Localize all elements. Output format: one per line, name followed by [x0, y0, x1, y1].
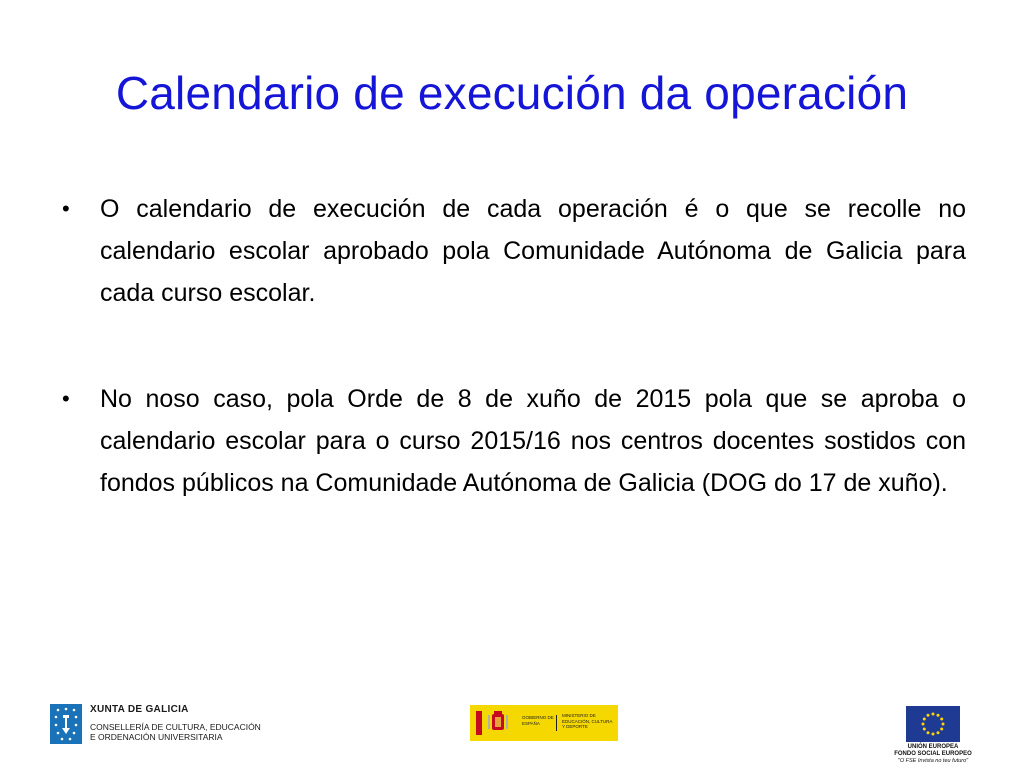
eu-label-fund: FONDO SOCIAL EUROPEO [894, 751, 972, 757]
bullet-icon: • [62, 386, 70, 411]
bullet-item [60, 378, 966, 504]
eu-label-union: UNIÓN EUROPEA [907, 744, 959, 750]
slide-title: Calendario de execución da operación [115, 67, 909, 119]
spain-coat-of-arms-icon [474, 709, 518, 737]
xunta-text [90, 704, 261, 742]
bullet-item [60, 188, 966, 314]
xunta-name: XUNTA DE GALICIA [90, 704, 189, 715]
xunta-dept-line2: E ORDENACIÓN UNIVERSITARIA [90, 732, 223, 742]
eu-flag-icon [906, 706, 960, 742]
ministerio-logo [470, 705, 618, 741]
bullet-text: O calendario de execución de cada operación é o que se recolle no calendario escolar aprobado pola Comunidade Autónoma de Galicia para cada curso escolar. [100, 195, 966, 307]
xunta-emblem-icon [50, 704, 82, 744]
ministerio-label: MINISTERIO DE EDUCACIÓN, CULTURA Y DEPORTE [562, 713, 613, 729]
bullet-icon: • [62, 196, 70, 221]
bullet-text: No noso caso, pola Orde de 8 de xuño de 2015 pola que se aproba o calendario escolar para o curso 2015/16 nos centros docentes sostidos con fondos públicos na Comunidade Autónoma de Galicia (DOG do 17 de xuño). [100, 385, 966, 497]
eu-motto: "O FSE Invista no teu futuro" [897, 758, 969, 764]
xunta-logo [50, 704, 260, 744]
eu-logo [868, 700, 1008, 764]
bullet-list [60, 188, 966, 504]
gobierno-label: GOBIERNO DE ESPAÑA [522, 715, 557, 731]
xunta-dept-line1: CONSELLERÍA DE CULTURA, EDUCACIÓN [90, 722, 261, 732]
